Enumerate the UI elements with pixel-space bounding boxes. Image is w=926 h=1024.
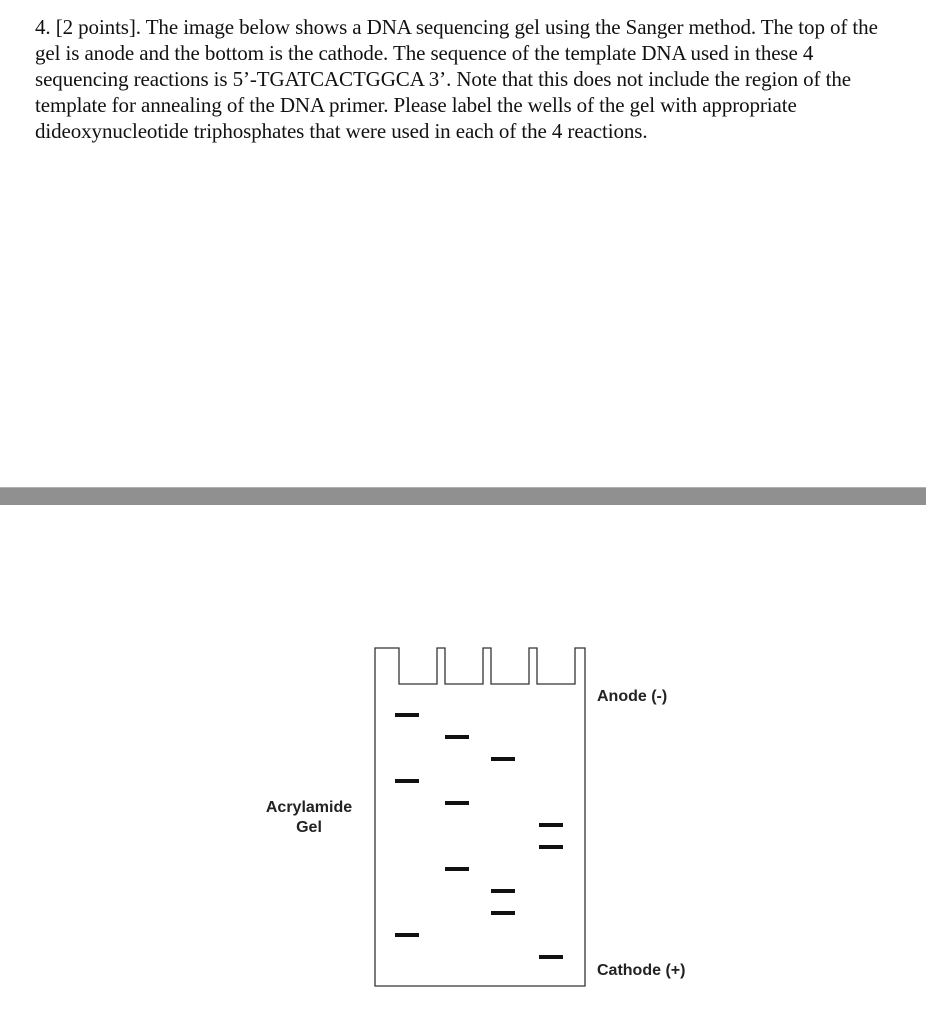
band-lane4-pos12 [539,955,563,959]
band-lane3-pos9 [491,889,515,893]
band-lane2-pos5 [445,801,469,805]
band-lane1-pos1 [395,713,419,717]
band-lane3-pos3 [491,757,515,761]
gel-figure [0,620,926,1000]
cathode-label: Cathode (+) [597,962,686,979]
band-lane4-pos6 [539,823,563,827]
gel-label [250,798,368,838]
anode-label: Anode (-) [597,688,668,705]
band-lane3-pos10 [491,911,515,915]
band-lane4-pos7 [539,845,563,849]
band-lane2-pos8 [445,867,469,871]
section-divider [0,487,926,505]
band-group [395,713,563,959]
gel-label-line1: Acrylamide [265,799,353,816]
question-text: 4. [2 points]. The image below shows a DNA sequencing gel using the Sanger method. The top of the gel is anode and the bottom is the cathode. The sequence of the template DNA used in these 4 sequencing reactions is 5’-TGATCACTGGCA 3’. Note that this does not include the region of the template for annealing of the DNA primer. Please label the wells of the gel with appropriate dideoxynucleotide triphosphates that were used in each of the 4 reactions. [35,15,878,143]
gel-label-line2: Gel [296,819,322,836]
band-lane2-pos2 [445,735,469,739]
band-lane1-pos4 [395,779,419,783]
band-lane1-pos11 [395,933,419,937]
